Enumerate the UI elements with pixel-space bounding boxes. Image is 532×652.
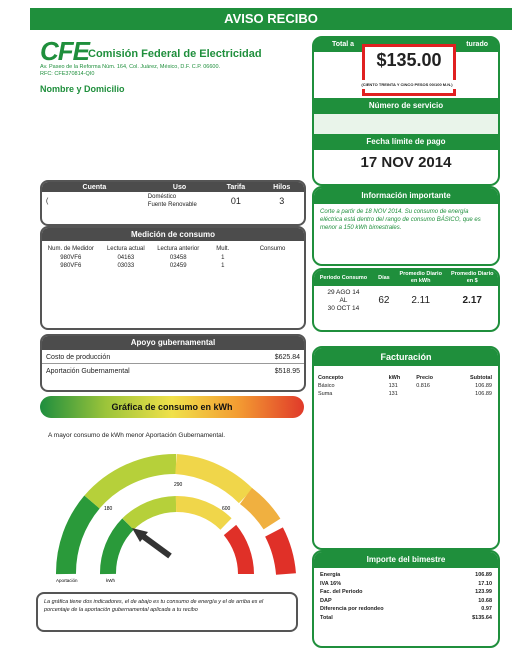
importe-value: 10.68 (478, 597, 492, 604)
cell: Básico (318, 383, 335, 389)
periodo-al: AL (339, 297, 348, 304)
gauge-tick-180: 180 (104, 506, 113, 512)
col-periodo: Periodo Consumo (319, 274, 368, 281)
facturacion-table (314, 374, 498, 398)
col-hilos: Hilos (273, 183, 291, 191)
cell (415, 390, 452, 398)
gauge-tick-600: 600 (222, 506, 231, 512)
importe-row (320, 605, 492, 614)
importe-title: Importe del bimestre (314, 552, 498, 568)
importe-label: DAP (320, 597, 332, 604)
importe-label: Total (320, 614, 333, 621)
col-lectura-actual: Lectura actual (106, 246, 145, 252)
rfc-line: RFC: CFE370814-QI0 (40, 71, 95, 77)
gauge-outer-red (274, 532, 286, 574)
cell (241, 262, 304, 270)
info-box (312, 186, 500, 266)
col-prom-pesos: Promedio Diario en $ (450, 271, 494, 284)
medicion-title: Medición de consumo (42, 228, 304, 241)
service-value (314, 114, 498, 134)
medicion-box (40, 226, 306, 330)
col-concepto: Concepto (318, 375, 344, 381)
importe-value: $135.64 (472, 614, 492, 621)
col-precio: Precio (416, 375, 434, 381)
cell: 980VF6 (60, 263, 82, 269)
cell: 980VF6 (60, 255, 82, 261)
importe-label: Fac. del Periodo (320, 589, 363, 595)
account-box (40, 180, 306, 226)
importe-label: IVA 16% (320, 580, 342, 587)
col-medidor: Num. de Medidor (47, 246, 94, 252)
importe-row (320, 588, 492, 597)
page-header: AVISO RECIBO (30, 8, 512, 30)
company-name: Comisión Federal de Electricidad (88, 48, 262, 60)
gauge-inner-red (230, 530, 246, 574)
gauge-inner-yellowgreen (128, 504, 176, 524)
holder-label: Nombre y Domicilio (40, 84, 125, 94)
apoyo-value: $518.95 (274, 368, 300, 375)
due-label: Fecha límite de pago (314, 134, 498, 150)
grafica-note: La gráfica tiene dos indicadores, el de abajo es tu consumo de energía y el de arriba es el porcentaje de la aportación gubernamental aplicada a tu recibo (36, 592, 298, 632)
periodo-box (312, 268, 500, 332)
cell: 04163 (117, 255, 135, 261)
cell: 106.89 (475, 383, 492, 389)
apoyo-label: Costo de producción (46, 354, 111, 361)
grafica-title-bar: Gráfica de consumo en kWh (40, 396, 304, 418)
amount-words: (CIENTO TREINTA Y CINCO PESOS 00/100 M.N.) (322, 80, 492, 89)
importe-list (314, 568, 498, 625)
cell: 1 (221, 255, 225, 261)
cell: 02459 (169, 263, 187, 269)
gauge-label-aportacion: Aportación (56, 578, 78, 583)
due-date: 17 NOV 2014 (360, 154, 452, 171)
col-dias: Días (378, 274, 390, 281)
apoyo-box (40, 334, 306, 392)
apoyo-label: Aportación Gubernamental (46, 368, 130, 375)
cfe-logo: CFE (40, 36, 89, 66)
gauge-outer-orange (246, 496, 272, 524)
apoyo-value: $625.84 (274, 354, 300, 361)
service-label: Número de servicio (314, 98, 498, 114)
gauge-outer-yellowgreen (92, 464, 176, 502)
cell: 131 (388, 391, 398, 397)
apoyo-row-aportacion (42, 364, 304, 377)
hilos-value: 3 (279, 196, 285, 206)
importe-box (312, 550, 500, 648)
importe-value: 123.99 (475, 589, 492, 595)
periodo-dias: 62 (378, 294, 390, 306)
cell: 0.816 (416, 383, 430, 389)
info-text: Corte a partir de 18 NOV 2014. Su consumo de energía eléctrica está dentro del rango de consumo BÁSICO, que es menor a 150 kWh bimestrales. (320, 209, 481, 231)
importe-value: 106.89 (475, 572, 492, 578)
periodo-table (314, 270, 498, 314)
address-line: Av. Paseo de la Reforma Núm. 164, Col. Juárez, México, D.F. C.P. 06600. (40, 64, 221, 70)
col-mult: Mult. (216, 246, 230, 252)
importe-row-total (320, 614, 492, 623)
uso-line-1: Doméstico (147, 194, 177, 200)
apoyo-row-costo (42, 350, 304, 364)
table-row (42, 254, 304, 262)
importe-label: Energía (320, 572, 341, 578)
col-cuenta: Cuenta (82, 183, 107, 191)
col-consumo: Consumo (259, 246, 286, 252)
periodo-kwh: 2.11 (411, 294, 431, 306)
total-label-left: Total a (332, 41, 355, 48)
gauge-inner-yellow (176, 504, 226, 524)
grafica-subtitle: A mayor consumo de kWh menor Aportación Gubernamental. (48, 432, 226, 439)
col-prom-kwh: Promedio Diario en kWh (399, 271, 442, 284)
col-kwh: kWh (388, 375, 401, 381)
facturacion-title: Facturación (314, 348, 498, 366)
gauge-outer-green (66, 502, 92, 574)
table-row (314, 390, 498, 398)
company-address (40, 64, 300, 78)
importe-row (320, 597, 492, 606)
table-row (314, 382, 498, 390)
cell: 131 (388, 383, 398, 389)
cell: 03458 (169, 255, 187, 261)
apoyo-title: Apoyo gubernamental (42, 336, 304, 350)
table-row (42, 262, 304, 270)
uso-value (147, 192, 213, 210)
total-amount: $135.00 (376, 50, 442, 70)
cell: 106.89 (475, 391, 492, 397)
facturacion-box (312, 346, 500, 550)
consumption-gauge (36, 446, 306, 586)
importe-value: 0.97 (481, 606, 492, 612)
info-title: Información importante (314, 188, 498, 204)
cell: 03033 (117, 263, 135, 269)
tarifa-value: 01 (230, 196, 241, 206)
periodo-pesos: 2.17 (462, 294, 482, 306)
cuenta-value: ( (46, 197, 49, 205)
uso-line-2: Fuente Renovable (147, 202, 197, 208)
cell (241, 254, 304, 262)
medicion-table (42, 244, 304, 270)
importe-label: Diferencia por redondeo (320, 606, 384, 612)
gauge-tick-290: 290 (174, 482, 183, 488)
periodo-range (314, 286, 373, 314)
gauge-label-kwh: kWh (106, 578, 115, 583)
gauge-needle (140, 534, 170, 556)
col-subtotal: Subtotal (470, 375, 492, 381)
col-tarifa: Tarifa (226, 183, 246, 191)
cell: 1 (221, 263, 225, 269)
importe-value: 17.10 (478, 580, 492, 587)
importe-row (320, 571, 492, 580)
col-lectura-anterior: Lectura anterior (157, 246, 200, 252)
periodo-from: 29 AGO 14 (327, 289, 360, 296)
col-uso: Uso (172, 183, 187, 191)
importe-row (320, 580, 492, 589)
account-table (42, 182, 304, 210)
gauge-outer-yellow (176, 464, 246, 496)
total-label-right: turado (466, 41, 488, 48)
cell: Suma (318, 391, 333, 397)
periodo-to: 30 OCT 14 (327, 305, 360, 312)
gauge-inner-green (108, 524, 128, 574)
